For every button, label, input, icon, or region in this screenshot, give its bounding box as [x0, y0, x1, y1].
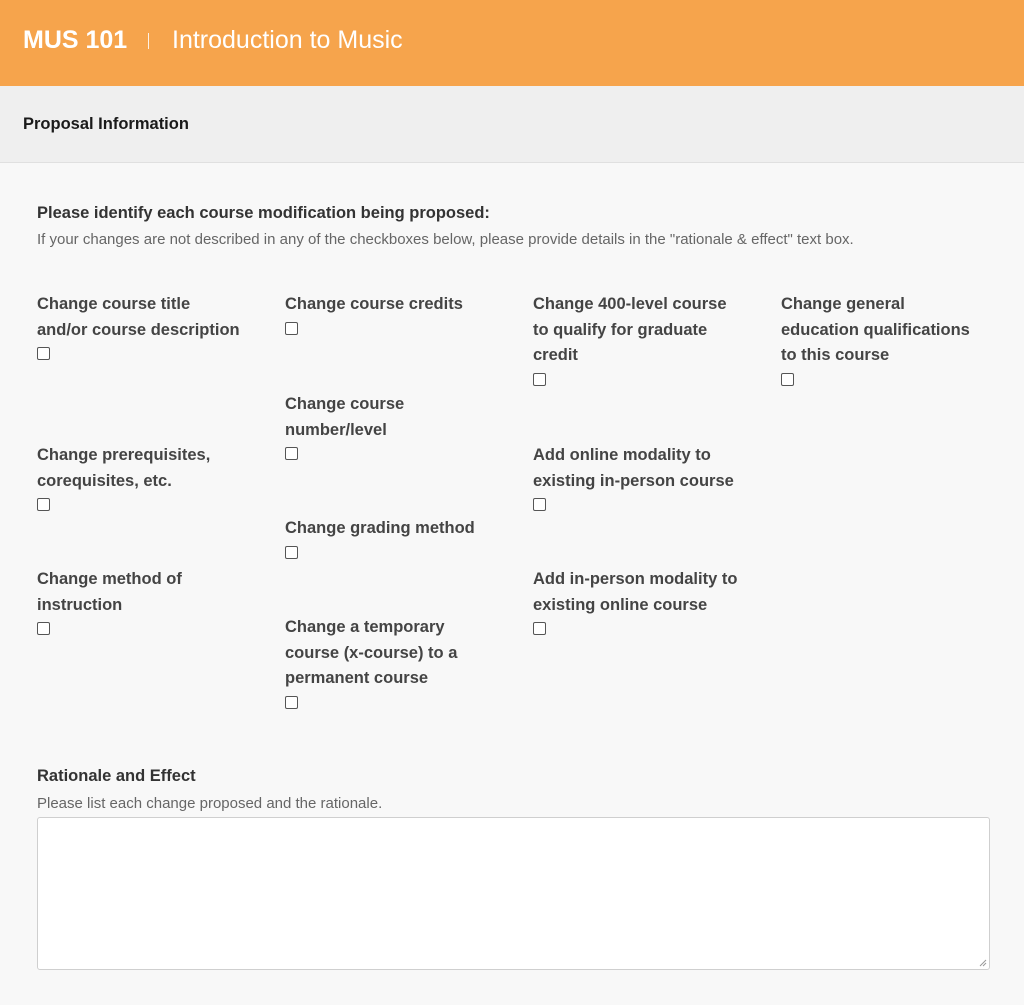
section-title: Proposal Information	[23, 115, 189, 133]
checkbox-add-in-person-modality[interactable]	[533, 622, 546, 635]
option-label: Change 400-level course to qualify for graduate credit	[533, 295, 727, 364]
option-label: Change prerequisites, corequisites, etc.	[37, 446, 211, 490]
resize-grip-icon[interactable]	[979, 959, 987, 967]
section-header	[0, 86, 1024, 163]
checkbox-change-prerequisites[interactable]	[37, 498, 50, 511]
option-change-method-of-instruction	[37, 567, 242, 635]
option-change-grading-method	[285, 516, 490, 559]
rationale-title: Rationale and Effect	[37, 767, 196, 785]
header-divider	[148, 33, 149, 49]
checkbox-change-method-of-instruction[interactable]	[37, 622, 50, 635]
checkbox-change-grading-method[interactable]	[285, 546, 298, 559]
checkbox-change-title-description[interactable]	[37, 347, 50, 360]
option-change-gen-ed	[781, 292, 986, 386]
checkbox-change-gen-ed[interactable]	[781, 373, 794, 386]
option-label: Change course number/level	[285, 395, 405, 439]
option-change-400-level	[533, 292, 738, 386]
option-change-course-number-level	[285, 392, 490, 460]
course-title: Introduction to Music	[172, 26, 403, 54]
checkbox-add-online-modality[interactable]	[533, 498, 546, 511]
course-code: MUS 101	[23, 26, 128, 54]
modifications-help-text: If your changes are not described in any of the checkboxes below, please provide details in the "rationale & effect" text box.	[37, 231, 854, 248]
option-label: Change grading method	[285, 519, 475, 537]
option-change-temporary-course	[285, 615, 490, 709]
option-label: Change course title and/or course description	[37, 295, 240, 339]
option-change-title-description	[37, 292, 242, 360]
checkbox-change-course-number-level[interactable]	[285, 447, 298, 460]
option-label: Change method of instruction	[37, 570, 182, 614]
option-change-course-credits	[285, 292, 490, 335]
modifications-question: Please identify each course modification being proposed:	[37, 204, 490, 222]
checkbox-change-400-level[interactable]	[533, 373, 546, 386]
option-label: Add in-person modality to existing online course	[533, 570, 738, 614]
checkbox-change-course-credits[interactable]	[285, 322, 298, 335]
checkbox-change-temporary-course[interactable]	[285, 696, 298, 709]
option-label: Change course credits	[285, 295, 463, 313]
option-label: Change general education qualifications to this course	[781, 295, 970, 364]
option-change-prerequisites	[37, 443, 242, 511]
rationale-help-text: Please list each change proposed and the rationale.	[37, 795, 383, 812]
option-label: Add online modality to existing in-person course	[533, 446, 734, 490]
option-label: Change a temporary course (x-course) to a permanent course	[285, 618, 458, 687]
option-add-in-person-modality	[533, 567, 738, 635]
rationale-textarea[interactable]	[37, 817, 990, 970]
option-add-online-modality	[533, 443, 738, 511]
course-header	[0, 0, 1024, 86]
